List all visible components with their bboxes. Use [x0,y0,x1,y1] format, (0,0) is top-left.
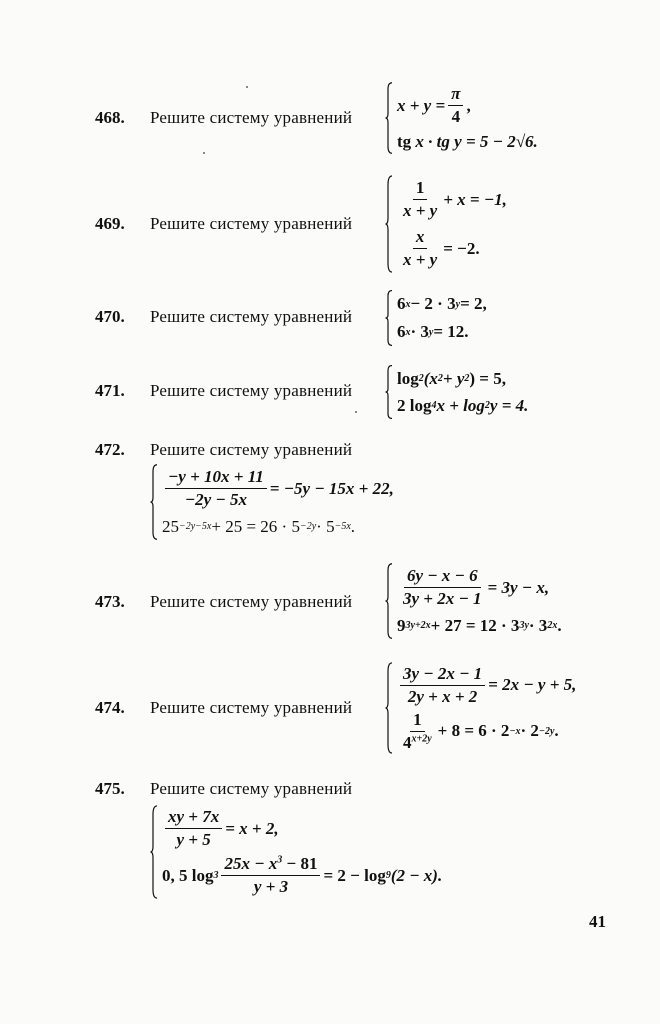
equation-system [385,175,507,273]
problem-number: 471. [95,381,125,400]
brace-icon [150,805,158,899]
equation-2: tg x · tg y = 5 − 2√6. [397,131,538,151]
equation-2: 9 3y+2x + 27 = 12 · 3 3y · 3 2x . [397,615,562,635]
problem-number: 475. [95,779,125,798]
problem-number: 468. [95,108,125,127]
brace-icon [385,290,393,346]
problem-lead: Решите систему уравнений [150,440,353,459]
equation-2: $\frac{1}{4^{x+2y}}$ + 8 = 6 · 2 −x · 2 −2y . [397,710,576,753]
problem-number: 469. [95,214,125,233]
equation-1: log 2 (x 2 + y 2 ) = 5, [397,368,506,388]
fraction: $\frac{6y - x - 6}{3y + 2x - 1}$ [403,566,482,609]
problem-number: 474. [95,698,125,717]
problem-lead: Решите систему уравнений [150,108,353,127]
brace-icon [385,365,393,419]
equation-2: $\frac{x}{x + y}$ = −2. [397,227,507,270]
brace-icon [385,82,393,154]
equation-2: 6 x · 3 y = 12. [397,322,469,341]
fraction: $\frac{x}{x + y}$ [403,227,438,269]
problem-lead: Решите систему уравнений [150,592,353,611]
equation-1: $\frac{1}{x + y}$ + x = −1, [397,178,507,221]
page-number: 41 [589,912,606,931]
equation-2: 25 −2y−5x + 25 = 26 · 5 −2y · 5 −5x . [162,516,356,536]
equation-system [385,290,487,346]
equation-1: $\frac{3y - 2x - 1}{2y + x + 2}$ = 2x − y + 5, [397,664,576,707]
problem-lead: Решите систему уравнений [150,214,353,233]
problem-lead: Решите систему уравнений [150,381,353,400]
brace-icon [150,464,158,540]
equation-system [150,805,442,899]
equation-system [385,662,576,754]
problem-lead: Решите систему уравнений [150,307,353,326]
problem-lead: Решите систему уравнений [150,779,353,798]
brace-icon [385,175,393,273]
equation-1: 6 x − 2 · 3 y = 2, [397,294,487,313]
equation-1: $\frac{6y - x - 6}{3y + 2x - 1}$ = 3y − x, [397,566,562,609]
equation-system [385,82,538,154]
equation-2: 0, 5 log 3 $\frac{25x - x^3 - 81}{y + 3}$ = 2 − log 9 (2 − x). [162,854,443,896]
equation-1: $\frac{xy + 7x}{y + 5}$ = x + 2, [162,807,442,850]
speck [355,411,357,413]
speck [203,152,205,154]
fraction: $\frac{\pi}{4}$ [448,84,463,127]
equation-1: x + y = $\frac{\pi}{4}$ , [397,84,471,127]
problem-lead: Решите систему уравнений [150,698,353,717]
equation-system [150,464,394,540]
equation-system [385,365,528,419]
brace-icon [385,662,393,754]
equation-1: $\frac{-y + 10x + 11}{-2y - 5x}$ = −5y − 15x + 22, [162,467,394,510]
fraction: $\frac{1}{4^{x+2y}}$ [403,709,432,752]
problem-number: 472. [95,440,125,459]
speck [246,86,248,88]
fraction: $\frac{-y + 10x + 11}{-2y - 5x}$ [165,467,267,510]
fraction: $\frac{1}{x + y}$ [403,178,438,220]
brace-icon [385,563,393,639]
equation-2: 2 log 4 x + log 2 y = 4. [397,395,529,415]
problem-number: 470. [95,307,125,326]
fraction: $\frac{25x - x^3 - 81}{y + 3}$ [221,854,320,897]
problem-number: 473. [95,592,125,611]
equation-system [385,563,562,639]
fraction: $\frac{3y - 2x - 1}{2y + x + 2}$ [400,664,485,707]
fraction: $\frac{xy + 7x}{y + 5}$ [165,807,222,850]
